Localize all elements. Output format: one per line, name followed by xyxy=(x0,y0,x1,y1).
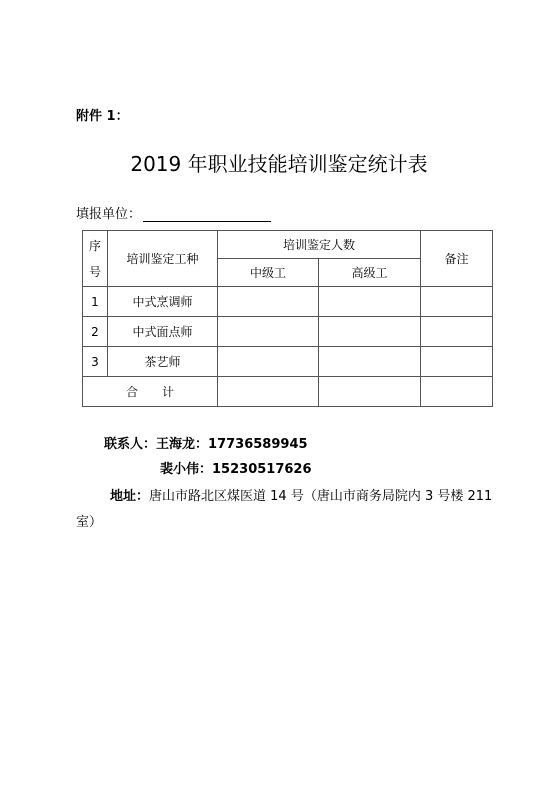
total-row xyxy=(83,377,493,407)
row-note-cell xyxy=(421,317,493,347)
address-label: 地址： xyxy=(110,489,150,504)
address-line-2: 室） xyxy=(76,515,103,530)
row-note-cell xyxy=(421,347,493,377)
total-label-part2: 计 xyxy=(162,385,175,399)
row-mid-cell xyxy=(218,287,319,317)
contact-line-1 xyxy=(104,433,308,452)
contact-person2-name: 裴小伟： xyxy=(160,462,213,477)
header-high-level: 高级工 xyxy=(319,259,421,287)
contact-line-2 xyxy=(160,458,312,477)
row-mid-cell xyxy=(218,347,319,377)
statistics-table xyxy=(82,230,493,407)
address-text-1: 唐山市路北区煤医道 14 号（唐山市商务局院内 3 号楼 211 xyxy=(149,489,493,504)
row-seq: 1 xyxy=(83,287,108,317)
total-note-cell xyxy=(421,377,493,407)
total-label-part1: 合 xyxy=(125,385,138,399)
contact-person2-phone: 15230517626 xyxy=(212,462,312,477)
attachment-label: 附件 1： xyxy=(76,109,129,124)
fill-unit-label: 填报单位： xyxy=(76,207,142,222)
contact-person1-name: 王海龙： xyxy=(156,437,209,452)
row-seq: 2 xyxy=(83,317,108,347)
total-mid-cell xyxy=(218,377,319,407)
contact-person1-phone: 17736589945 xyxy=(208,437,308,452)
table-row xyxy=(83,317,493,347)
table-row xyxy=(83,347,493,377)
header-type: 培训鉴定工种 xyxy=(108,231,218,287)
row-high-cell xyxy=(319,347,421,377)
row-note-cell xyxy=(421,287,493,317)
address-line-1 xyxy=(110,485,492,504)
row-high-cell xyxy=(319,287,421,317)
fill-unit-row xyxy=(76,203,271,222)
row-type: 中式面点师 xyxy=(108,317,218,347)
header-seq-bottom: 号 xyxy=(88,264,101,279)
header-seq-top: 序 xyxy=(88,238,101,253)
row-type: 中式烹调师 xyxy=(108,287,218,317)
header-count-group: 培训鉴定人数 xyxy=(218,231,421,259)
row-high-cell xyxy=(319,317,421,347)
total-label xyxy=(83,377,218,407)
document-title: 2019 年职业技能培训鉴定统计表 xyxy=(130,152,428,176)
fill-unit-blank xyxy=(143,207,271,222)
header-note: 备注 xyxy=(421,231,493,287)
row-mid-cell xyxy=(218,317,319,347)
row-seq: 3 xyxy=(83,347,108,377)
row-type: 茶艺师 xyxy=(108,347,218,377)
header-seq xyxy=(83,231,108,287)
table-row xyxy=(83,287,493,317)
header-mid-level: 中级工 xyxy=(218,259,319,287)
contact-label: 联系人： xyxy=(104,437,157,452)
total-high-cell xyxy=(319,377,421,407)
